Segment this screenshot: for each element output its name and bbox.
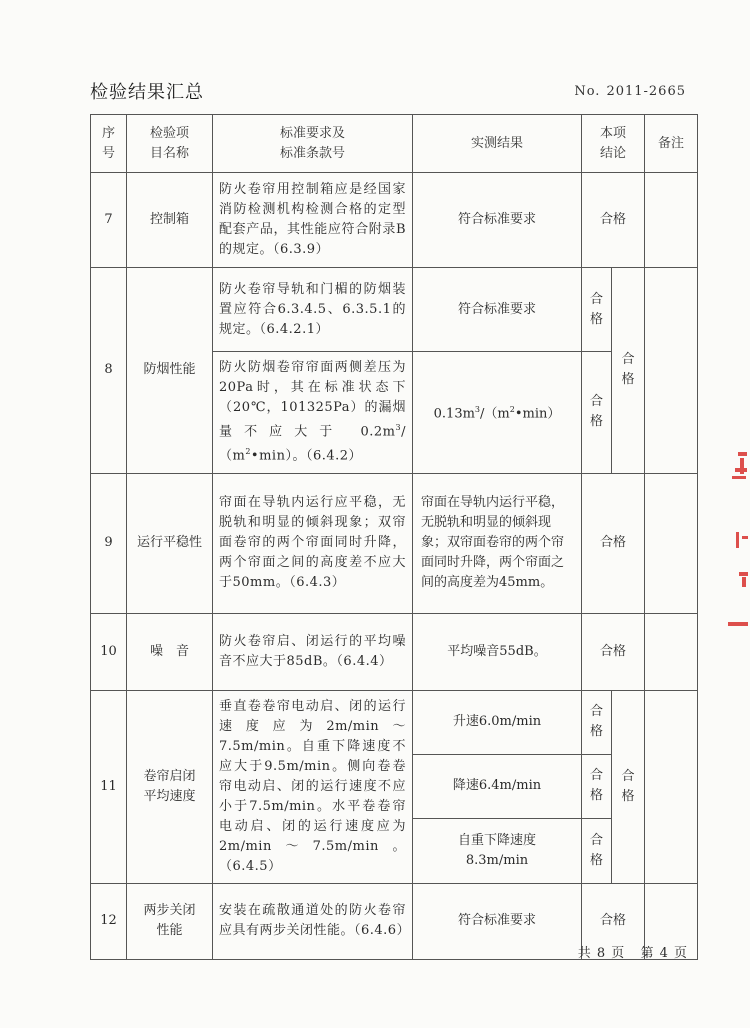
- table-row: [91, 473, 698, 613]
- row-seq: 10: [91, 613, 127, 690]
- row-result: 平均噪音55dB。: [413, 613, 582, 690]
- table-row: [91, 268, 698, 352]
- row-remark: [645, 613, 698, 690]
- row-result: 符合标准要求: [413, 268, 582, 352]
- row-result: 降速6.4m/min: [413, 754, 582, 818]
- row-result: 升速6.0m/min: [413, 690, 582, 754]
- sub-conclusion: 合 格: [582, 352, 612, 474]
- seal-stamp-marks: [728, 452, 748, 626]
- row-conclusion: 合格: [582, 613, 645, 690]
- row-seq: 7: [91, 173, 127, 268]
- header-conclusion: 本项 结论: [582, 115, 645, 173]
- report-number: [574, 84, 686, 99]
- row-result: 符合标准要求: [413, 883, 582, 959]
- row-result: 自重下降速度 8.3m/min: [413, 818, 582, 883]
- row-result: $0.13m^3/(m^2•\min)$: [413, 352, 582, 474]
- row-remark: [645, 268, 698, 474]
- row-remark: [645, 173, 698, 268]
- table-row: [91, 173, 698, 268]
- row-requirement: 防火卷帘用控制箱应是经国家消防检测机构检测合格的定型配套产品，其性能应符合附录B的规定。（6.3.9）: [213, 173, 413, 268]
- row-conclusion: 合格: [582, 883, 645, 959]
- table-row: [91, 690, 698, 754]
- row-item: 运行平稳性: [127, 473, 213, 613]
- row-conclusion: 合 格: [612, 268, 645, 474]
- header-seq: 序 号: [91, 115, 127, 173]
- page-number: 第 4 页: [640, 946, 688, 961]
- row-result: 帘面在导轨内运行平稳，无脱轨和明显的倾斜现象；双帘面卷帘的两个帘面同时升降，两个帘面之间的高度差为45mm。: [413, 473, 582, 613]
- row-remark: [645, 690, 698, 883]
- report-number-value: 2011-2665: [606, 84, 686, 99]
- header-result: 实测结果: [413, 115, 582, 173]
- row-item: 卷帘启闭 平均速度: [127, 690, 213, 883]
- row-conclusion: 合 格: [612, 690, 645, 883]
- row-item: 控制箱: [127, 173, 213, 268]
- sub-conclusion: 合 格: [582, 818, 612, 883]
- row-seq: 12: [91, 883, 127, 959]
- sub-conclusion: 合 格: [582, 268, 612, 352]
- row-requirement: 防火卷帘启、闭运行的平均噪音不应大于85dB。（6.4.4）: [213, 613, 413, 690]
- row-conclusion: 合格: [582, 173, 645, 268]
- sub-conclusion: 合 格: [582, 690, 612, 754]
- header-item: 检验项 目名称: [127, 115, 213, 173]
- page-total: 共 8 页: [577, 946, 626, 961]
- header-requirement: 标准要求及 标准条款号: [213, 115, 413, 173]
- seal-stamp-fragment: [718, 440, 750, 650]
- row-conclusion: 合格: [582, 473, 645, 613]
- row-requirement: 防火防烟卷帘帘面两侧差压为20Pa时，其在标准状态下（20℃，101325Pa）的漏烟量不应大于 $0.2m^3/(m^2•\min)$。（6.4.2）: [213, 352, 413, 474]
- page-footer: [578, 942, 688, 961]
- row-item: 两步关闭 性能: [127, 883, 213, 959]
- row-item: 防烟性能: [127, 268, 213, 474]
- row-requirement: 防火卷帘导轨和门楣的防烟装置应符合6.3.4.5、6.3.5.1的规定。（6.4.2.1）: [213, 268, 413, 352]
- row-result: 符合标准要求: [413, 173, 582, 268]
- row-requirement: 垂直卷卷帘电动启、闭的运行速度应为2m/min～7.5m/min。自重下降速度不应大于9.5m/min。侧向卷卷帘电动启、闭的运行速度不应小于7.5m/min。水平卷卷帘电动启、闭的运行速度应为2m/min～7.5m/min。（6.4.5）: [213, 690, 413, 883]
- row-seq: 9: [91, 473, 127, 613]
- row-requirement: 安装在疏散通道处的防火卷帘应具有两步关闭性能。（6.4.6）: [213, 883, 413, 959]
- sub-conclusion: 合 格: [582, 754, 612, 818]
- row-remark: [645, 473, 698, 613]
- table-row: [91, 613, 698, 690]
- results-table: [90, 114, 698, 960]
- table-header-row: [91, 115, 698, 173]
- header-remark: 备注: [645, 115, 698, 173]
- row-item: 噪 音: [127, 613, 213, 690]
- report-number-prefix: No.: [574, 84, 601, 99]
- row-requirement: 帘面在导轨内运行应平稳，无脱轨和明显的倾斜现象；双帘面卷帘的两个帘面同时升降，两个帘面之间的高度差不应大于50mm。（6.4.3）: [213, 473, 413, 613]
- page-title: 检验结果汇总: [90, 82, 204, 103]
- row-seq: 8: [91, 268, 127, 474]
- row-seq: 11: [91, 690, 127, 883]
